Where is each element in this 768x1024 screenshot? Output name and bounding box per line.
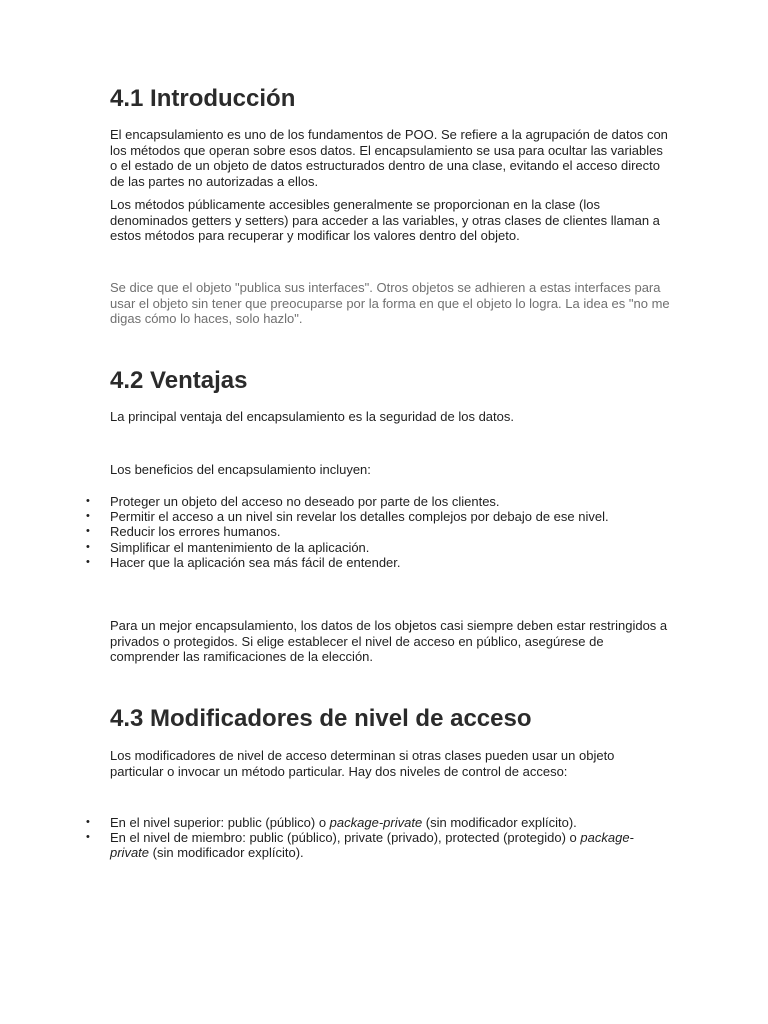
- list-item-text: Permitir el acceso a un nivel sin revelar los detalles complejos por debajo de ese nivel.: [110, 509, 609, 525]
- access-levels-list: [0, 815, 700, 861]
- intro-paragraph-1: El encapsulamiento es uno de los fundamentos de POO. Se refiere a la agrupación de datos con los métodos que operan sobre esos datos. El encapsulamiento se usa para ocultar las variables o el estado de un objeto de datos estructurados dentro de una clase, evitando el acceso directo de las partes no autorizadas a ellos.: [110, 127, 668, 189]
- bullet-glyph: •: [86, 510, 90, 523]
- list-item: [0, 494, 700, 509]
- list-item-text-part: (sin modificador explícito).: [149, 845, 304, 861]
- list-item-text: Reducir los errores humanos.: [110, 524, 281, 540]
- list-item-text-part: En el nivel de miembro: public (público), private (privado), protected (protegido) o: [110, 830, 581, 846]
- ventajas-paragraph-2: Los beneficios del encapsulamiento incluyen:: [110, 462, 371, 477]
- list-item-text: Proteger un objeto del acceso no deseado por parte de los clientes.: [110, 494, 500, 509]
- keyword-package-private: package-private: [329, 815, 423, 830]
- ventajas-paragraph-3: Para un mejor encapsulamiento, los datos de los objetos casi siempre deben estar restringidos a privados o protegidos. Si elige establecer el nivel de acceso en público, asegúrese de comprender las ramificaciones de la elección.: [110, 618, 668, 664]
- keyword-package-private: package-private: [110, 830, 634, 861]
- list-item-text-part: En el nivel superior: public (público) o: [110, 815, 330, 830]
- list-item: [0, 524, 700, 539]
- list-item: [0, 830, 700, 860]
- bullet-glyph: •: [86, 495, 90, 507]
- bullet-glyph: •: [86, 555, 90, 568]
- bullet-glyph: •: [86, 540, 90, 553]
- list-item-text: Simplificar el mantenimiento de la aplicación.: [110, 539, 370, 555]
- list-item-text-part: (sin modificador explícito).: [422, 815, 577, 830]
- intro-paragraph-2: Los métodos públicamente accesibles generalmente se proporcionan en la clase (los denominados getters y setters) para acceder a las variables, y otras clases de clientes llaman a estos métodos para recuperar y modificar los valores dentro del objeto.: [110, 197, 660, 243]
- list-item-text: Hacer que la aplicación sea más fácil de entender.: [110, 554, 401, 570]
- bullet-glyph: •: [86, 525, 90, 538]
- list-item: [0, 815, 700, 830]
- section-heading-introduccion: 4.1 Introducción: [110, 85, 296, 112]
- list-item: [0, 509, 700, 524]
- section-heading-modificadores: 4.3 Modificadores de nivel de acceso: [110, 705, 532, 732]
- modificadores-paragraph-1: Los modificadores de nivel de acceso determinan si otras clases pueden usar un objeto particular o invocar un método particular. Hay dos niveles de control de acceso:: [110, 748, 615, 779]
- bullet-glyph: •: [86, 831, 90, 844]
- ventajas-paragraph-1: La principal ventaja del encapsulamiento es la seguridad de los datos.: [110, 409, 514, 424]
- bullet-glyph: •: [86, 816, 90, 828]
- section-heading-ventajas: 4.2 Ventajas: [110, 367, 248, 394]
- list-item: [0, 555, 700, 570]
- list-item-text: [110, 830, 670, 860]
- benefits-list: [0, 494, 700, 570]
- list-item: [0, 540, 700, 555]
- list-item-text: [110, 815, 670, 830]
- intro-paragraph-3: Se dice que el objeto "publica sus interfaces". Otros objetos se adhieren a estas interfaces para usar el objeto sin tener que preocuparse por la forma en que el objeto lo logra. La idea es "no me digas cómo lo haces, solo hazlo".: [110, 280, 670, 326]
